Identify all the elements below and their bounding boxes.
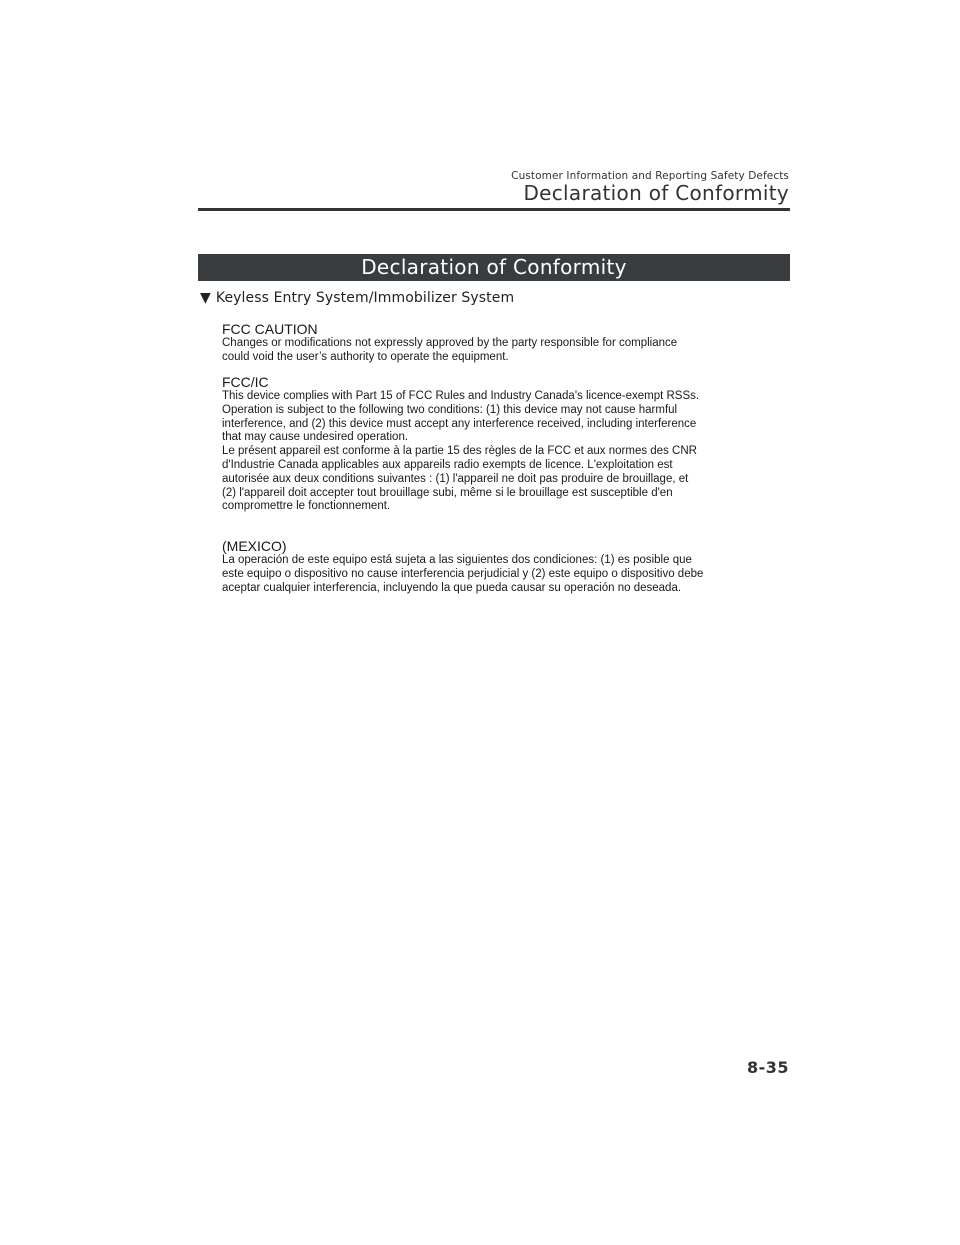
text-line: could void the user’s authority to operate the equipment. (222, 350, 509, 363)
fcc-ic-heading: FCC/IC (222, 374, 269, 390)
text-line: that may cause undesired operation. (222, 431, 409, 444)
section-banner: Declaration of Conformity (198, 254, 790, 281)
header-divider (198, 208, 790, 211)
text-line: (2) l'appareil doit accepter tout brouillage subi, même si le brouillage est susceptible d'en (222, 486, 673, 499)
fcc-caution-heading: FCC CAUTION (222, 321, 318, 337)
page-number: 8-35 (746, 1058, 789, 1077)
running-header-section: Customer Information and Reporting Safety Defects (511, 170, 789, 182)
text-line: d'Industrie Canada applicables aux appareils radio exempts de licence. L'exploitation est (222, 458, 673, 471)
text-line: aceptar cualquier interferencia, incluyendo la que pueda causar su operación no deseada. (222, 581, 682, 594)
text-line: este equipo o dispositivo no cause interferencia perjudicial y (2) este equipo o dispositivo debe (222, 567, 704, 580)
text-line: Changes or modifications not expressly approved by the party responsible for compliance (222, 337, 678, 349)
text-line: compromettre le fonctionnement. (222, 500, 391, 513)
text-line: Le présent appareil est conforme à la partie 15 des règles de la FCC et aux normes des CNR (222, 445, 697, 458)
mexico-block (222, 538, 762, 595)
fcc-caution-block (222, 321, 762, 365)
subsection-heading (200, 290, 514, 306)
running-header-title: Declaration of Conformity (523, 181, 789, 205)
text-line: La operación de este equipo está sujeta a las siguientes dos condiciones: (1) es posible que (222, 554, 692, 566)
subsection-title: Keyless Entry System/Immobilizer System (215, 290, 515, 306)
mexico-heading: (MEXICO) (222, 538, 287, 554)
fcc-ic-block (222, 374, 762, 514)
text-line: This device complies with Part 15 of FCC Rules and Industry Canada's licence-exempt RSSs. (222, 390, 700, 402)
text-line: autorisée aux deux conditions suivantes : (1) l'appareil ne doit pas produire de brouillage, et (222, 472, 689, 485)
text-line: interference, and (2) this device must accept any interference received, including interference (222, 417, 697, 430)
text-line: Operation is subject to the following two conditions: (1) this device may not cause harmful (222, 403, 678, 416)
triangle-down-icon: ▼ (200, 290, 211, 306)
